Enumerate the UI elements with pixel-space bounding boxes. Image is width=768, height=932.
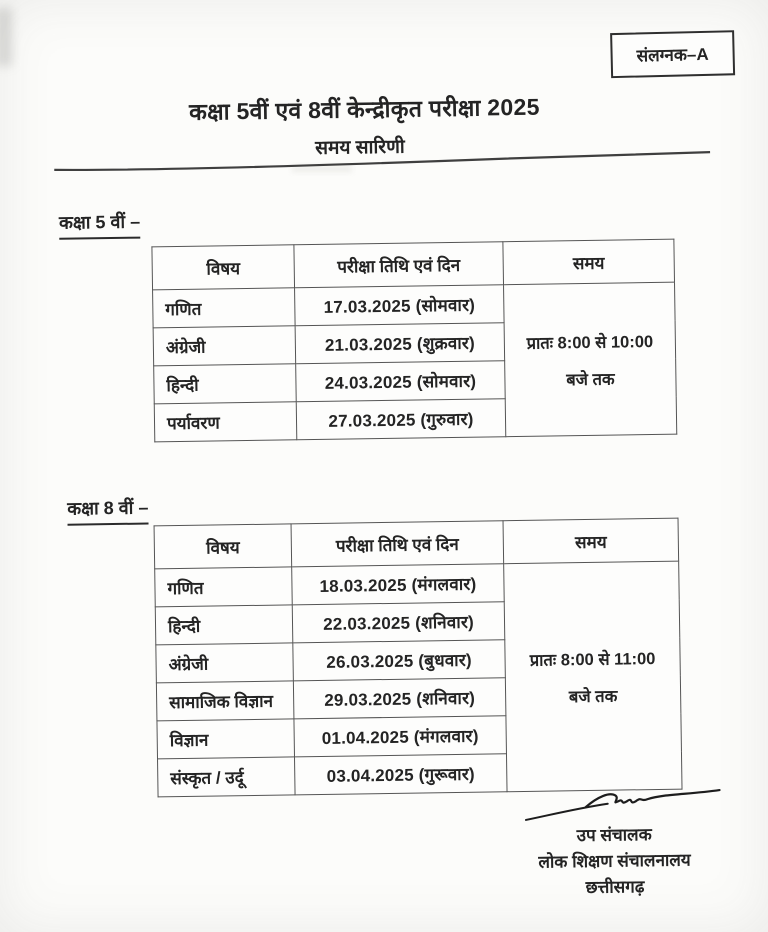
column-header-subject: विषय bbox=[152, 245, 295, 290]
signatory-designation: उप संचालक bbox=[576, 825, 652, 846]
class5-timetable bbox=[151, 239, 676, 443]
subject-cell: गणित bbox=[153, 288, 296, 328]
page-subtitle: समय सारिणी bbox=[315, 136, 405, 159]
date-cell: 03.04.2025 (गुरूवार) bbox=[294, 754, 507, 795]
section-heading-class8: कक्षा 8 वीं – bbox=[67, 496, 149, 526]
column-header-date-day: परीक्षा तिथि एवं दिन bbox=[291, 521, 504, 567]
page-title: कक्षा 5वीं एवं 8वीं केन्द्रीकृत परीक्षा 2025 bbox=[188, 93, 540, 125]
class8-table bbox=[154, 518, 683, 798]
column-header-time: समय bbox=[503, 518, 679, 564]
date-cell: 18.03.2025 (मंगलवार) bbox=[292, 564, 505, 605]
time-line1: प्रातः 8:00 से 11:00 bbox=[529, 649, 656, 670]
table-row bbox=[155, 561, 680, 607]
time-line2: बजे तक bbox=[568, 687, 618, 706]
signatory-state: छत्तीसगढ़ bbox=[585, 877, 645, 898]
table-row bbox=[153, 282, 676, 328]
subject-cell: सामाजिक विज्ञान bbox=[156, 681, 294, 721]
time-line2: बजे तक bbox=[566, 370, 615, 389]
date-cell: 17.03.2025 (सोमवार) bbox=[295, 285, 505, 326]
subject-cell: गणित bbox=[155, 567, 293, 607]
subject-cell: विज्ञान bbox=[157, 719, 295, 759]
date-cell: 24.03.2025 (सोमवार) bbox=[296, 361, 506, 402]
class5-table bbox=[151, 239, 677, 443]
date-cell: 22.03.2025 (शनिवार) bbox=[292, 602, 505, 643]
date-cell: 21.03.2025 (शुक्रवार) bbox=[295, 323, 505, 364]
subject-cell: हिन्दी bbox=[154, 364, 297, 404]
column-header-subject: विषय bbox=[154, 524, 292, 569]
date-cell: 27.03.2025 (गुरुवार) bbox=[296, 399, 506, 440]
date-cell: 29.03.2025 (शनिवार) bbox=[293, 678, 506, 719]
column-header-time: समय bbox=[503, 239, 675, 285]
subject-cell: अंग्रेजी bbox=[153, 326, 296, 366]
table-header-row bbox=[152, 239, 675, 290]
subject-cell: हिन्दी bbox=[155, 605, 293, 645]
signatory-organization: लोक शिक्षण संचालनालय bbox=[538, 850, 691, 872]
date-cell: 26.03.2025 (बुधवार) bbox=[293, 640, 506, 681]
time-line1: प्रातः 8:00 से 10:00 bbox=[526, 332, 654, 353]
class8-timetable bbox=[154, 518, 682, 798]
subject-cell: अंग्रेजी bbox=[156, 643, 294, 683]
section-heading-class5: कक्षा 5 वीं – bbox=[59, 210, 141, 240]
subject-cell: पर्यावरण bbox=[154, 402, 297, 442]
time-cell bbox=[504, 282, 677, 437]
signature-block bbox=[497, 785, 731, 902]
subject-cell: संस्कृत / उर्दू bbox=[158, 757, 296, 797]
table-header-row bbox=[154, 518, 679, 569]
annexure-label: संलग्नक–A bbox=[610, 30, 735, 78]
signature-scribble-icon bbox=[523, 785, 724, 824]
column-header-date-day: परीक्षा तिथि एवं दिन bbox=[294, 242, 504, 288]
time-cell bbox=[504, 561, 682, 792]
date-cell: 01.04.2025 (मंगलवार) bbox=[294, 716, 507, 757]
